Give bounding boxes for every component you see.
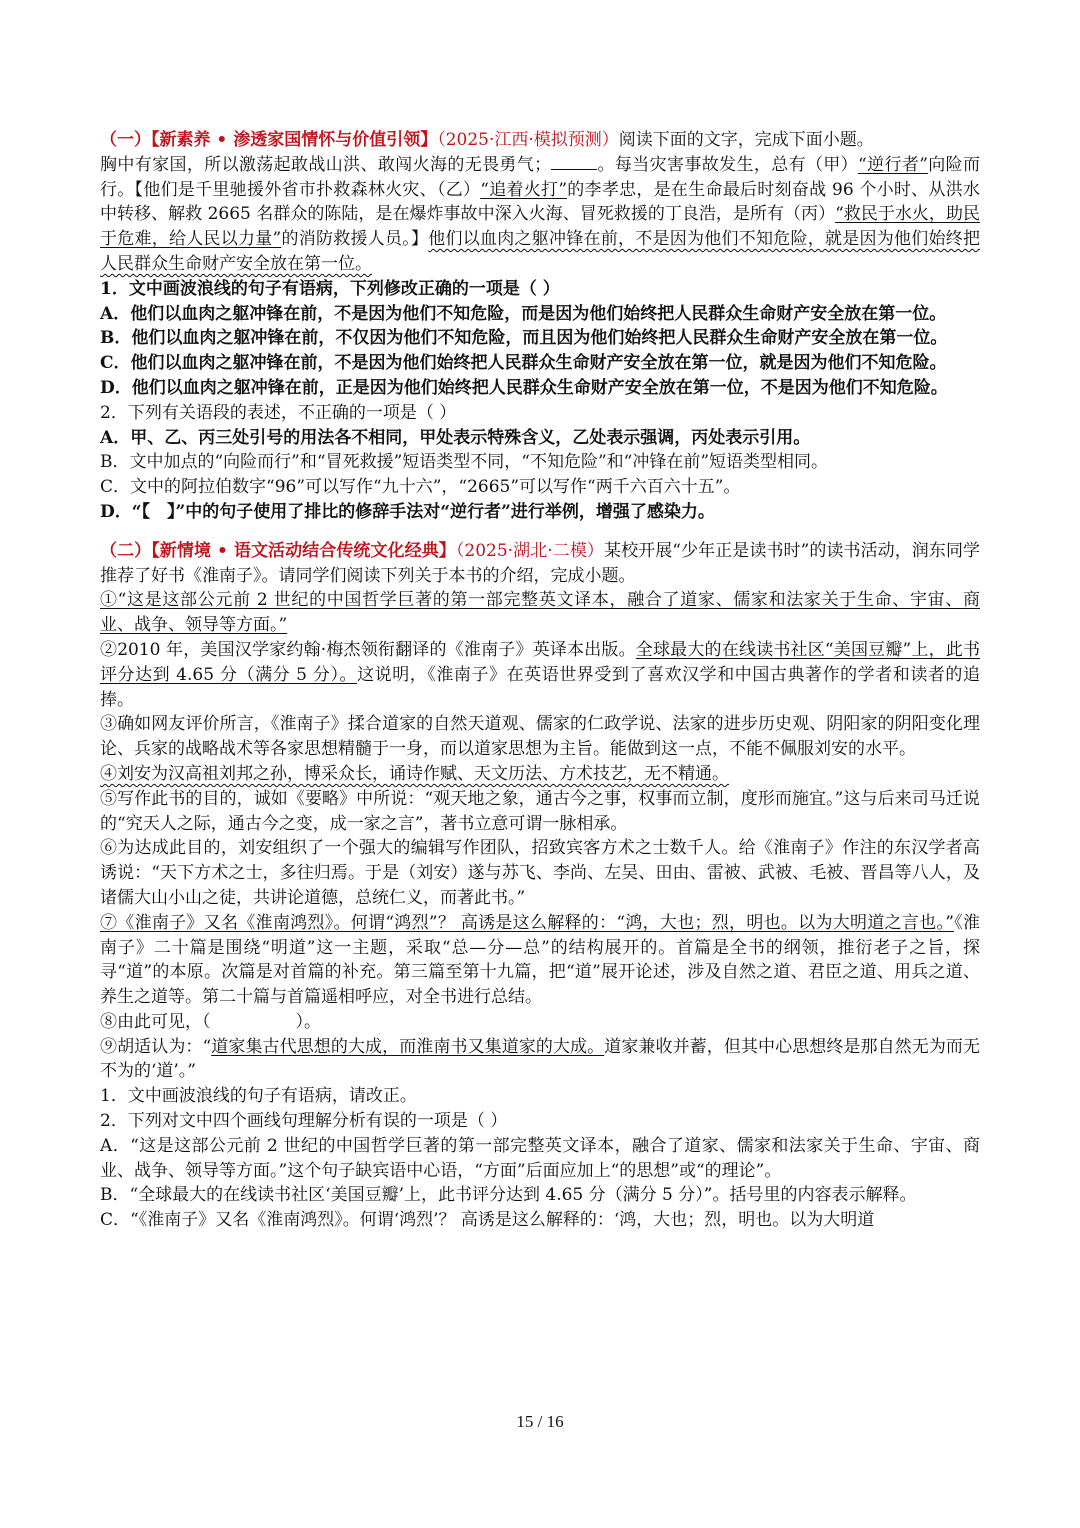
question-2-stem: 2．下列对文中四个画线句理解分析有误的一项是（ ） [100,1111,508,1132]
paragraph-4 [100,762,980,787]
section1-intro: 阅读下面的文字，完成下面小题。 [618,130,874,150]
quote-underlined: “逆行者” [858,154,928,175]
underlined-sentence: ①“这是这部公元前 2 世纪的中国哲学巨著的第一部完整英文译本，融合了道家、儒家和法家关于生命、宇宙、商业、战争、领导等方面。” [100,590,980,636]
paragraph-2 [100,638,980,712]
question-2-option-c: C．文中的阿拉伯数字“96”可以写作“九十六”，“2665”可以写作“两千六百六十五”。 [100,477,741,498]
underlined-sentence: 道家集古代思想的大成，而淮南书又集道家的大成。 [211,1036,605,1057]
quote-underlined: “救民于水火，助民于危难，给人民以力量” [100,204,980,250]
section1-header [100,128,980,153]
quote-underlined: “追着火打” [480,179,568,200]
question-1-option-a: A．他们以血肉之躯冲锋在前，不是因为他们不知危险，而是因为他们始终把人民群众生命财产安全放在第一位。 [100,303,947,324]
page-number: 15 / 16 [516,1412,564,1431]
paragraph-8: ⑧由此可见，（ ）。 [100,1011,321,1032]
passage-text: 的消防救援人员。】 [281,229,429,250]
passage-text: ②2010 年，美国汉学家约翰·梅杰领衔翻译的《淮南子》英译本出版。 [100,639,636,660]
section2-number: （二） [100,540,152,561]
passage-text: 胸中有家国，所以激荡起敢战山洪、敢闯火海的无畏勇气； [100,154,552,175]
question-2-stem: 2．下列有关语段的表述，不正确的一项是（ ） [100,402,457,423]
passage-text: 。每当灾害事故发生，总有（甲） [597,154,859,175]
section1-number: （一） [100,130,151,150]
question-1-option-d: D．他们以血肉之躯冲锋在前，正是因为他们始终把人民群众生命财产安全放在第一位，不是因为他们不知危险。 [100,377,948,398]
passage-text: 道家兼收并蓄，但其中心思想终是那自然无为而无不为的‘道’。” [100,1036,981,1082]
section1-passage [100,153,980,277]
section1-source: （2025·江西·模拟预测） [437,130,619,150]
question-1-option-b: B．他们以血肉之躯冲锋在前，不仅因为他们不知危险，而且因为他们始终把人民群众生命财产安全放在第一位。 [100,328,948,349]
fill-blank [551,155,597,170]
section2-header [100,539,980,589]
question-1-stem: 1．文中画波浪线的句子有语病，下列修改正确的一项是（ ） [100,278,560,299]
wavy-sentence: 他们以血肉之躯冲锋在前，不是因为他们不知危险，就是因为他们始终把人民群众生命财产安全放在第一位。 [100,229,980,274]
question-2-option-d: D．“【 】”中的句子使用了排比的修辞手法对“逆行者”进行举例，增强了感染力。 [100,501,715,522]
wavy-sentence: ④刘安为汉高祖刘邦之孙，博采众长，诵诗作赋、天文历法、方术技艺，无不精通。 [100,763,729,784]
paragraph-1 [100,588,980,638]
question-2-option-a: A．甲、乙、丙三处引号的用法各不相同，甲处表示特殊含义，乙处表示强调，丙处表示引用。 [100,427,811,448]
paragraph-9 [100,1035,980,1085]
underlined-sentence: 全球最大的在线读书社区“美国豆瓣”上，此书评分达到 4.65 分（满分 5 分）。 [100,639,980,685]
section2-source: （2025·湖北·二模） [455,540,605,561]
question-2-option-c: C．“《淮南子》又名《淮南鸿烈》。何谓‘鸿烈’？ 高诱是这么解释的：‘鸿，大也；烈，明也。以为大明道 [100,1210,875,1231]
passage-text: ⑨胡适认为：“ [100,1036,212,1057]
section2-tag: 【新情境 • 语文活动结合传统文化经典】 [151,540,456,561]
question-1-stem: 1．文中画波浪线的句子有语病，请改正。 [100,1086,417,1107]
question-2-option-b: B．文中加点的“向险而行”和“冒死救援”短语类型不同，“不知危险”和“冲锋在前”短语类型相同。 [100,452,829,473]
question-2-option-b: B．“全球最大的在线读书社区‘美国豆瓣’上，此书评分达到 4.65 分（满分 5 分）”。括号里的内容表示解释。 [100,1185,917,1206]
section1-tag: 【新素养 • 渗透家国情怀与价值引领】 [151,130,438,150]
paragraph-5: ⑤写作此书的目的，诚如《要略》中所说：“观天地之象，通古今之事，权事而立制，度形而施宜。”这与后来司马迁说的“究天人之际，通古今之变，成一家之言”，著书立意可谓一脉相承。 [100,788,980,834]
question-2-option-a: A．“这是这部公元前 2 世纪的中国哲学巨著的第一部完整英文译本，融合了道家、儒家和法家关于生命、宇宙、商业、战争、领导等方面。”这个句子缺宾语中心语，“方面”后面应加上“的思想”或“的理论”。 [100,1135,980,1181]
passage-text: 这说明，《淮南子》在英语世界受到了喜欢汉学和中国古典著作的学者和读者的追捧。 [100,664,980,710]
section2-intro: 某校开展“少年正是读书时”的读书活动，润东同学推荐了好书《淮南子》。请同学们阅读下列关于本书的介绍，完成小题。 [100,540,981,586]
paragraph-6: ⑥为达成此目的，刘安组织了一个强大的编辑写作团队，招致宾客方术之士数千人。给《淮南子》作注的东汉学者高诱说：“天下方术之士，多往归焉。于是（刘安）遂与苏飞、李尚、左吴、田由、雷被、武被、毛被、晋昌等八人，及诸儒大山小山之徒，共讲论道德，总统仁义，而著此书。” [100,838,980,908]
paragraph-3: ③确如网友评价所言，《淮南子》揉合道家的自然天道观、儒家的仁政学说、法家的进步历史观、阴阳家的阴阳变化理论、兵家的战略战术等各家思想精髓于一身，而以道家思想为主旨。能做到这一点，不能不佩服刘安的水平。 [100,714,980,760]
passage-text: 《淮南子》二十篇是围绕“明道”这一主题，采取“总—分—总”的结构展开的。首篇是全书的纲领，推衍老子之旨，探寻“道”的本原。次篇是对首篇的补充。第三篇至第十九篇，把“道”展开论述，涉及自然之道、君臣之道、用兵之道、养生之道等。第二十篇与首篇遥相呼应，对全书进行总结。 [100,912,981,1008]
underlined-sentence: ⑦《淮南子》又名《淮南鸿烈》。何谓“鸿烈”？ 高诱是这么解释的：“鸿，大也；烈，明也。以为大明道之言也。” [100,912,954,933]
question-1-option-c: C．他们以血肉之躯冲锋在前，不是因为他们始终把人民群众生命财产安全放在第一位，就是因为他们不知危险。 [100,353,947,374]
passage-text: 的李孝忠，是在生命最后时刻奋战 96 个小时、从洪水中转移、解救 2665 名群众的陈陆，是在爆炸事故中深入火海、冒死救援的丁良浩，是所有（丙） [100,179,980,225]
paragraph-7 [100,911,980,1010]
passage-text: 向险而行。【他们是千里驰援外省市扑救森林火灾、（乙） [100,154,981,200]
